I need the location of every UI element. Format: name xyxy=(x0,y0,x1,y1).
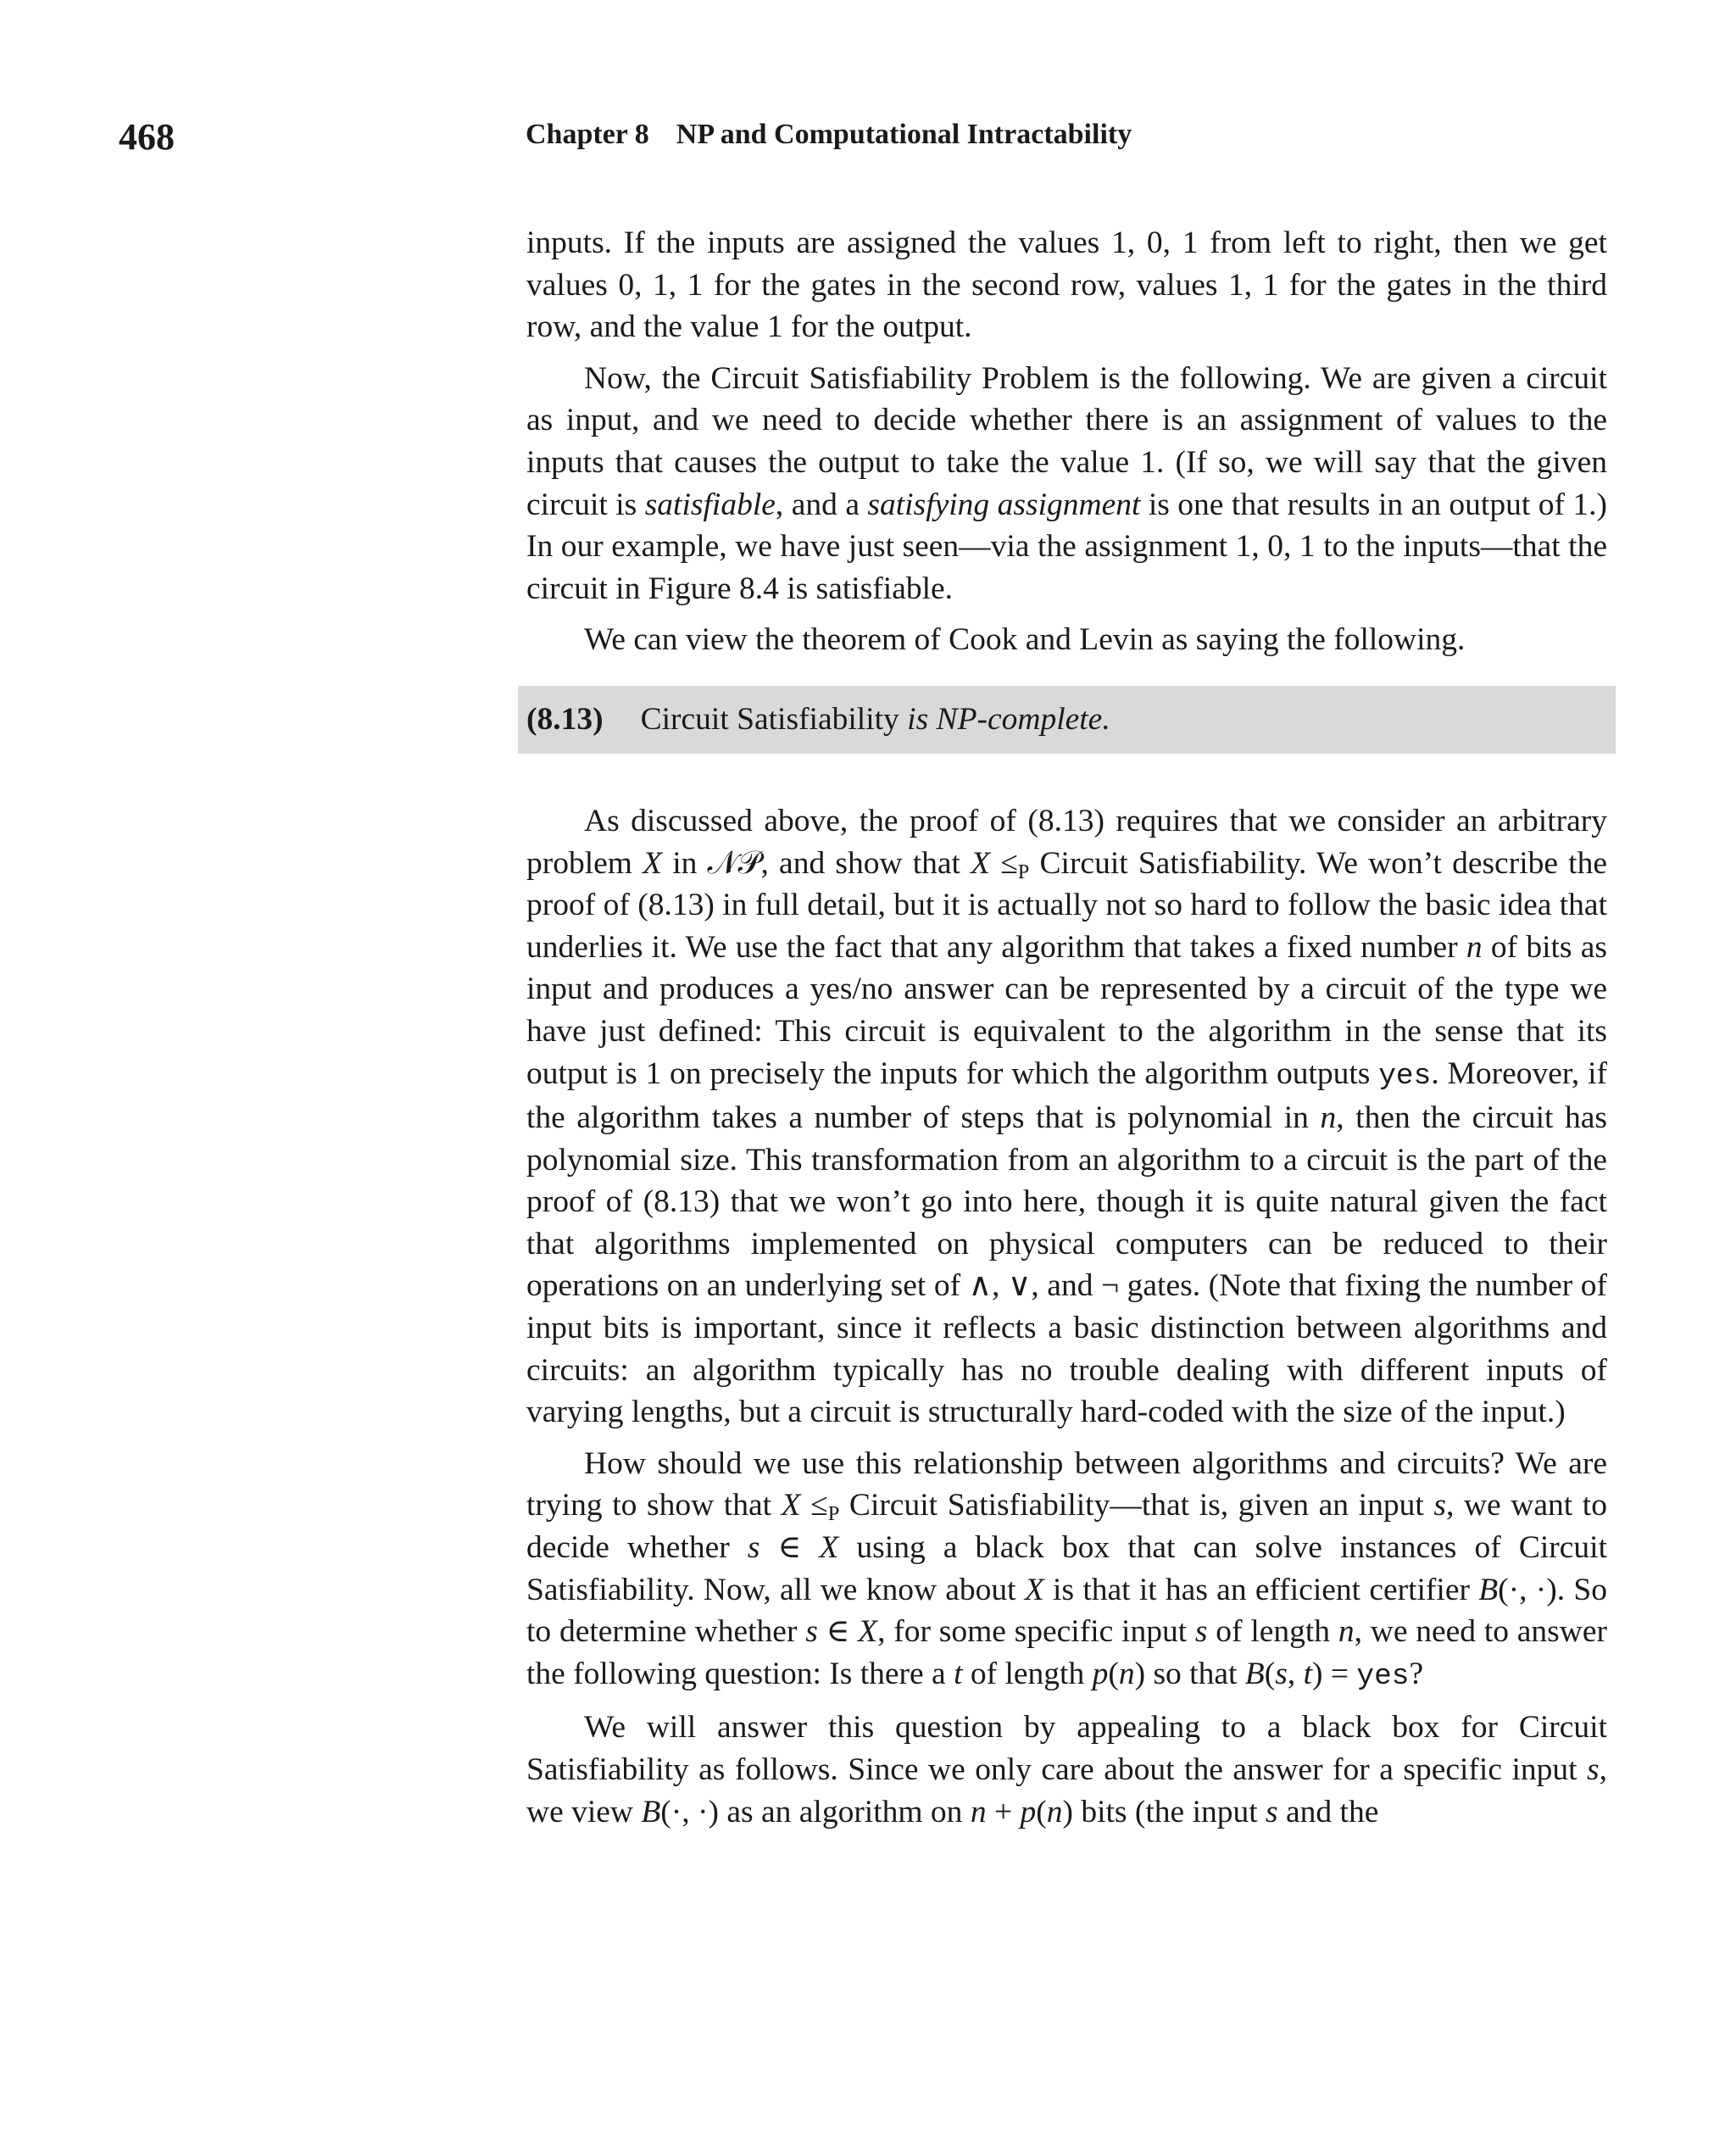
math-variable: X xyxy=(971,845,991,881)
math-variable: s xyxy=(1275,1656,1288,1691)
math-variable: X xyxy=(858,1614,878,1650)
math-variable: B xyxy=(641,1794,661,1829)
math-variable: X xyxy=(819,1530,839,1566)
math-variable: n xyxy=(1046,1794,1063,1829)
body-text xyxy=(526,222,1607,1842)
text-run: of length xyxy=(1207,1614,1338,1650)
text-run: is one that results in an output of 1.) In our example, we have just seen—via the assignment 1, 0, 1 to the inputs—that the circuit in Figure 8.4 is satisfiable. xyxy=(526,487,1608,606)
text-run: ≤ xyxy=(800,1488,828,1523)
math-variable: X xyxy=(643,845,663,881)
math-variable: s xyxy=(1433,1488,1446,1523)
text-run: , we want to decide whether xyxy=(526,1488,1607,1566)
paragraph xyxy=(526,1443,1607,1698)
text-run: (·, ·) as an algorithm on xyxy=(660,1794,971,1829)
page-number: 468 xyxy=(119,116,175,158)
text-run: + xyxy=(986,1794,1021,1829)
paragraph xyxy=(526,358,1607,610)
text-run: of length xyxy=(962,1656,1093,1691)
text-run: ( xyxy=(1036,1794,1047,1829)
math-variable: t xyxy=(1303,1656,1312,1691)
text-run: , we need to answer the following question: Is there a xyxy=(526,1614,1607,1691)
math-variable: n xyxy=(1320,1100,1337,1136)
paragraph xyxy=(526,800,1607,1434)
paragraphs-before xyxy=(526,222,1607,661)
chapter-label: Chapter 8 xyxy=(526,119,649,150)
text-run: , xyxy=(1287,1656,1304,1691)
theorem-number: (8.13) xyxy=(526,701,604,737)
text-run: in 𝒩𝒫, and show that xyxy=(662,845,971,881)
paragraph xyxy=(526,1707,1607,1833)
math-variable: n xyxy=(970,1794,987,1829)
text-run: ) bits (the input xyxy=(1062,1794,1266,1829)
subscript: P xyxy=(827,1502,840,1526)
text-run: , then the circuit has polynomial size. This transformation from an algorithm to a circuit is the part of the proof of (8.13) that we won’t go into here, though it is quite natural given the fact that algorithms implemented on physical computers can be reduced to their operations on an underlying set of ∧, ∨, and ¬ gates. (Note that fixing the number of input bits is important, since it reflects a basic distinction between algorithms and circuits: an algorithm typically has no trouble dealing with different inputs of varying lengths, but a circuit is structurally hard-coded with the size of the input.) xyxy=(526,1100,1607,1430)
text-run: ∈ xyxy=(760,1530,820,1566)
subscript: P xyxy=(1017,860,1030,883)
text-run: ≤ xyxy=(990,845,1018,881)
text-run: How should we use this relationship between algorithms and circuits? We are trying to show that xyxy=(526,1445,1607,1523)
text-run: As discussed above, the proof of (8.13) requires that we consider an arbitrary problem xyxy=(526,803,1607,881)
text-run: Circuit Satisfiability. We won’t describe the proof of (8.13) in full detail, but it is actually not so hard to follow the basic idea that underlies it. We use the fact that any algorithm that takes a fixed number xyxy=(526,845,1607,965)
math-variable: s xyxy=(805,1614,818,1650)
text-run: We can view the theorem of Cook and Levin as saying the following. xyxy=(584,622,1466,658)
chapter-title: NP and Computational Intractability xyxy=(676,119,1132,150)
math-variable: t xyxy=(954,1656,963,1691)
math-variable: B xyxy=(1478,1572,1499,1607)
math-variable: p xyxy=(1092,1656,1109,1691)
text-run: Now, the Circuit Satisfiability Problem is the following. We are given a circuit as input, and we need to decide whether there is an assignment of values to the inputs that causes the output to take the value 1. (If so, we will say that the given circuit is xyxy=(526,360,1607,522)
math-variable: B xyxy=(1244,1656,1265,1691)
text-run: ( xyxy=(1264,1656,1276,1691)
text-run: ) so that xyxy=(1134,1656,1245,1691)
math-variable: s xyxy=(747,1530,760,1566)
text-run: ) = xyxy=(1311,1656,1357,1691)
text-run: (·, ·). So to determine whether xyxy=(526,1572,1608,1650)
math-variable: s xyxy=(1194,1614,1208,1650)
text-run: inputs. If the inputs are assigned the values 1, 0, 1 from left to right, then we get values 0, 1, 1 for the gates in the second row, values 1, 1 for the gates in the third row, and the value 1 for the output. xyxy=(526,226,1607,345)
math-variable: X xyxy=(1024,1572,1044,1607)
math-variable: p xyxy=(1020,1794,1037,1829)
math-variable: s xyxy=(1266,1794,1278,1829)
math-variable: satisfiable xyxy=(644,487,776,522)
text-run: ∈ xyxy=(817,1614,859,1650)
text-run: ( xyxy=(1108,1656,1119,1691)
code-text: yes xyxy=(1378,1059,1432,1093)
math-variable: X xyxy=(781,1488,801,1523)
text-run: using a black box that can solve instances of Circuit Satisfiability. Now, all we know about xyxy=(526,1530,1607,1607)
text-run: and the xyxy=(1277,1794,1379,1829)
text-run: , we view xyxy=(526,1752,1607,1829)
text-run: ? xyxy=(1409,1656,1424,1691)
text-run: of bits as input and produces a yes/no answer can be represented by a circuit of the type we have just defined: This circuit is equivalent to the algorithm in the sense that its output is 1 on precisely the inputs for which the algorithm outputs xyxy=(526,929,1607,1091)
running-head xyxy=(526,119,1132,151)
math-variable: s xyxy=(1587,1752,1600,1787)
text-run: . Moreover, if the algorithm takes a number of steps that is polynomial in xyxy=(526,1055,1607,1136)
paragraphs-after xyxy=(526,800,1607,1833)
paragraph xyxy=(526,619,1607,661)
text-run: We will answer this question by appealing to a black box for Circuit Satisfiability as follows. Since we only care about the answer for a specific input xyxy=(526,1710,1607,1787)
paragraph xyxy=(526,222,1607,348)
theorem-subject: Circuit Satisfiability xyxy=(640,701,899,737)
text-run: Circuit Satisfiability—that is, given an input xyxy=(839,1488,1434,1523)
text-run: , and a xyxy=(775,487,868,522)
math-variable: satisfying assignment xyxy=(867,487,1141,522)
text-run: , for some specific input xyxy=(877,1614,1195,1650)
theorem-statement xyxy=(641,702,1110,737)
theorem-box xyxy=(518,686,1616,754)
math-variable: n xyxy=(1338,1614,1355,1650)
text-run: is that it has an efficient certifier xyxy=(1043,1572,1479,1607)
theorem-claim: is NP-complete. xyxy=(899,701,1110,737)
code-text: yes xyxy=(1356,1659,1410,1693)
math-variable: n xyxy=(1466,929,1483,965)
math-variable: n xyxy=(1118,1656,1135,1691)
